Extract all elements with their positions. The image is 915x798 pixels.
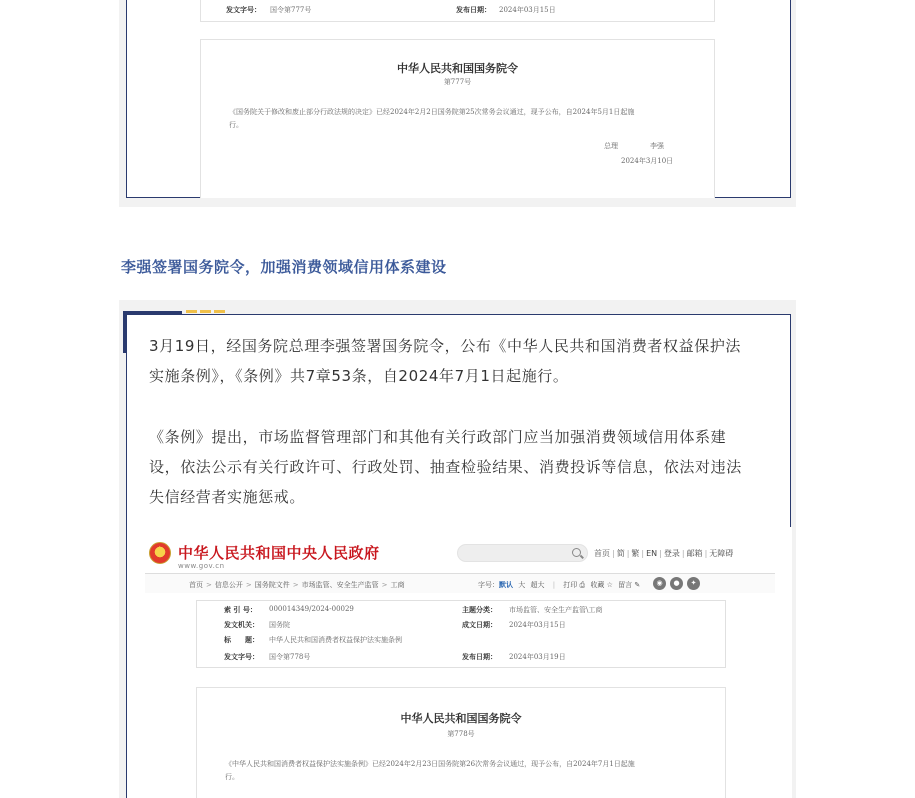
- link-simplified: 简: [616, 549, 625, 558]
- accent-dash: [186, 310, 197, 313]
- section-heading: 李强签署国务院令，加强消费领域信用体系建设: [121, 258, 447, 276]
- breadcrumb: 首页 > 信息公开 > 国务院文件 > 市场监管、安全生产监管 > 工商: [189, 581, 405, 589]
- sign-date: 2024年3月10日: [621, 157, 674, 165]
- paragraph-1: 3月19日，经国务院总理李强签署国务院令，公布《中华人民共和国消费者权益保护法 实施条例》，《条例》共7章53条，自2024年7月1日起施行。: [149, 337, 742, 385]
- corner-accent-bar: [123, 311, 182, 315]
- link-login: 登录: [663, 549, 680, 558]
- star-icon: ☆: [606, 581, 613, 589]
- gov-breadcrumb-bar: [145, 573, 775, 593]
- card-frame: [126, 0, 791, 198]
- decree-title: 中华人民共和国国务院令: [397, 62, 518, 75]
- decree-body: 《中华人民共和国消费者权益保护法实施条例》已经2024年2月23日国务院第26次常务会议通过，现予公布，自2024年7月1日起施 行。: [225, 760, 635, 782]
- decree-meta-strip: [200, 0, 715, 22]
- pub-date-label: 发布日期：: [456, 5, 491, 14]
- decree-number: 第778号: [447, 730, 475, 738]
- gov-search-input: [457, 544, 588, 562]
- wechat-icon: ●: [670, 577, 683, 590]
- pub-date-value: 2024年03月15日: [499, 6, 556, 14]
- more-icon: ✦: [687, 577, 700, 590]
- category: 市场监管、安全生产监管\工商: [509, 606, 603, 614]
- accent-dash: [200, 310, 211, 313]
- page-tools: 字号：默认 大 超大 | 打印 ⎙ 收藏 ☆ 留言 ✎: [478, 581, 641, 589]
- corner-accent-left: [123, 311, 127, 353]
- weibo-icon: ◉: [653, 577, 666, 590]
- gov-site-name: 中华人民共和国中央人民政府: [178, 544, 380, 562]
- national-emblem-icon: [149, 542, 171, 564]
- gov-site-url: www.gov.cn: [178, 562, 225, 570]
- document-title: 中华人民共和国消费者权益保护法实施条例: [269, 636, 402, 644]
- link-english: EN: [646, 549, 658, 558]
- link-traditional: 繁: [631, 549, 640, 558]
- article-card: [119, 300, 796, 798]
- paragraph-2: 《条例》提出，市场监督管理部门和其他有关行政部门应当加强消费领域信用体系建 设，依法公示有关行政许可、行政处罚、抽查检验结果、消费投诉等信息，依法对违法 失信经营者实施惩戒。: [149, 428, 742, 506]
- print-icon: ⎙: [579, 581, 586, 589]
- search-icon: [572, 548, 581, 557]
- doc-no-label: 发文字号：: [226, 5, 261, 14]
- sign-role: 总理: [604, 142, 618, 150]
- link-mail: 邮箱: [686, 549, 703, 558]
- gov-cn-screenshot: [127, 527, 792, 798]
- decree-778: [196, 687, 726, 798]
- gov-meta-table: 索 引 号： 000014349/2024-00029 主题分类： 市场监管、安全生产监管\工商 发文机关： 国务院 成文日期： 2024年03月15日 标 题： 中华人民共和国消费者权益保护法实施条例 发文字号： 国令第778号 发布日期： 2024年03月19日: [196, 600, 726, 668]
- issuer: 国务院: [269, 621, 290, 629]
- link-accessibility: 无障碍: [709, 549, 734, 558]
- decree-777: [200, 39, 715, 198]
- sign-name: 李强: [650, 142, 664, 150]
- decree-body: 《国务院关于修改和废止部分行政法规的决定》已经2024年2月2日国务院第25次常务会议通过，现予公布，自2024年5月1日起施 行。: [229, 108, 635, 130]
- gov-top-links: 首页 | 简 | 繁 | EN | 登录 | 邮箱 | 无障碍: [594, 549, 734, 558]
- accent-dash: [214, 310, 225, 313]
- written-date: 2024年03月15日: [509, 621, 566, 629]
- decree-number: 第777号: [443, 78, 472, 86]
- link-home: 首页: [594, 549, 610, 558]
- index-number: 000014349/2024-00029: [269, 605, 354, 613]
- pencil-icon: ✎: [634, 581, 641, 589]
- doc-no-value: 国令第777号: [270, 6, 312, 14]
- publish-date: 2024年03月19日: [509, 653, 566, 661]
- card-frame: [126, 314, 791, 798]
- doc-number: 国令第778号: [269, 653, 311, 661]
- previous-article-card: [119, 0, 796, 207]
- decree-title: 中华人民共和国国务院令: [400, 712, 522, 725]
